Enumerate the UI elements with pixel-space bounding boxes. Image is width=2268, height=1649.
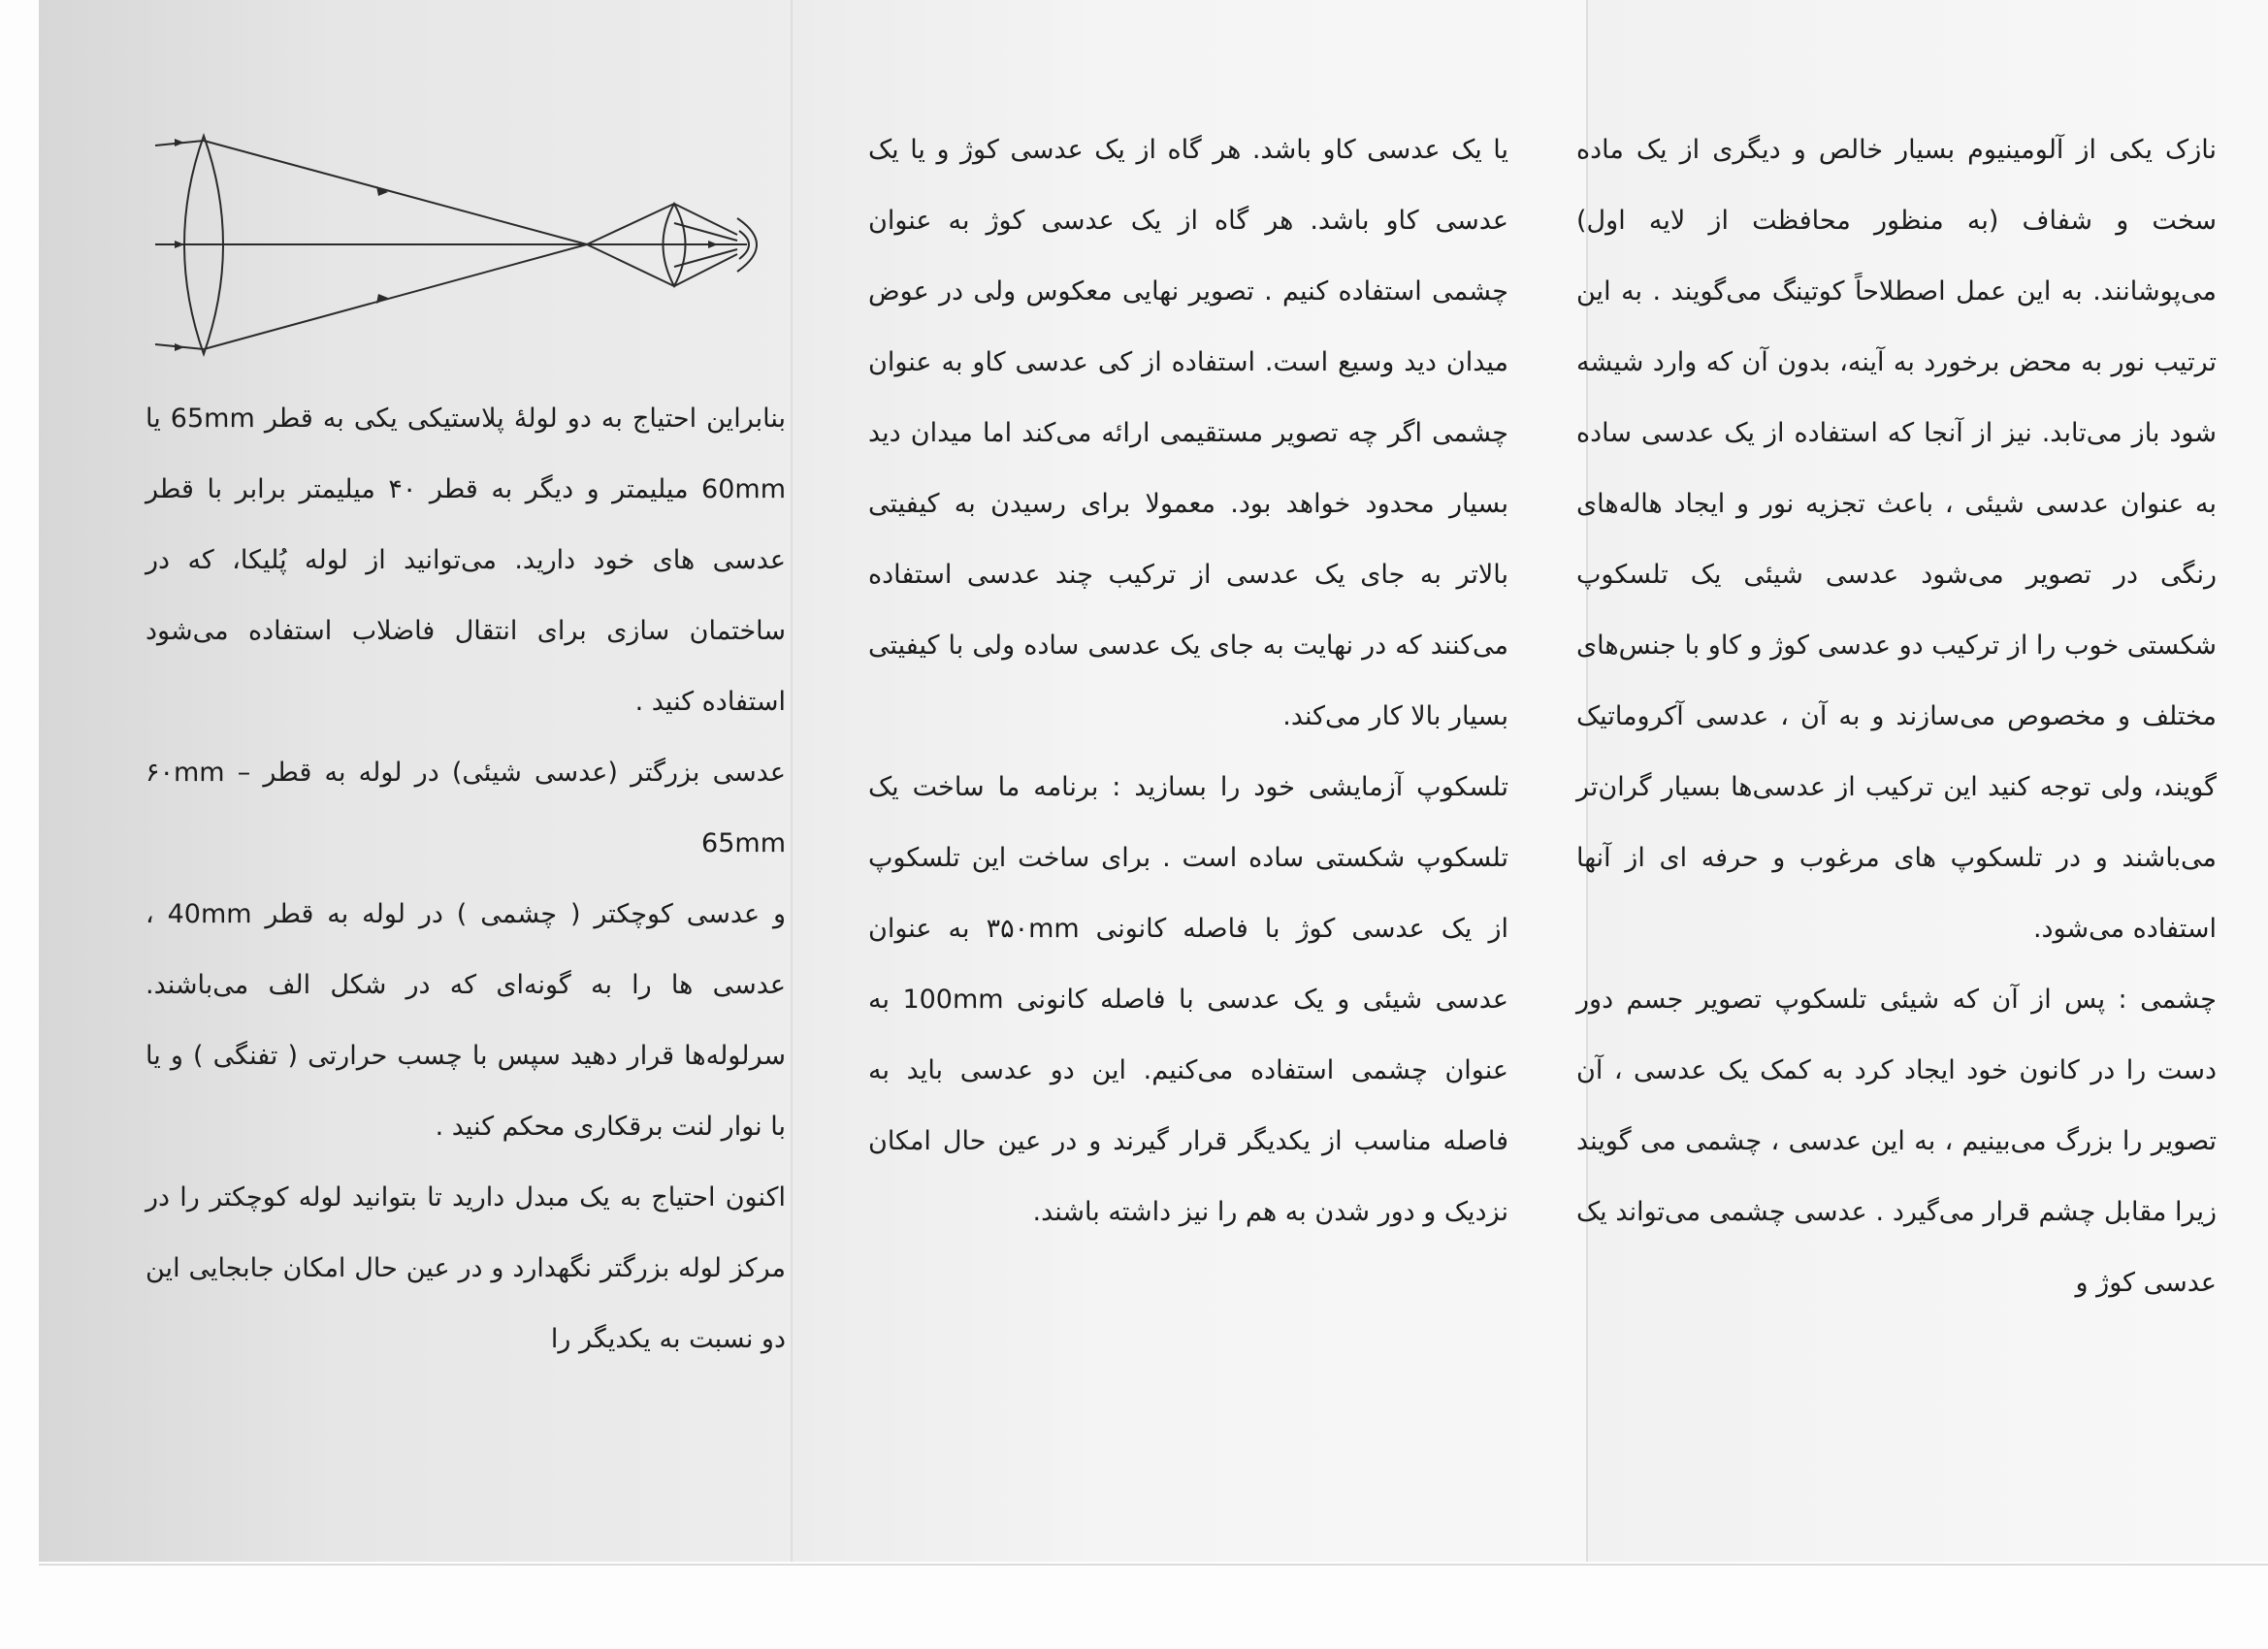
paragraph-adapter: اکنون احتیاج به یک مبدل دارید تا بتوانید لوله کوچکتر را در مرکز لوله بزرگتر نگهدارد و در عین حال امکان جابجایی این دو نسبت به یکدیگر را	[146, 1182, 786, 1354]
middle-column	[868, 114, 1508, 1247]
fold-line-left	[791, 0, 793, 1562]
paragraph-coating: نازک یکی از آلومینیوم بسیار خالص و دیگری از یک ماده سخت و شفاف (به منظور محافظت از لایه اول) می‌پوشانند. به این عمل اصطلاحاً کوتینگ می‌گویند . به این ترتیب نور به محض برخورد به آینه، بدون آن که وارد شیشه شود باز می‌تابد. نیز از آنجا که استفاده از یک عدسی ساده به عنوان عدسی شیئی ، باعث تجزیه نور و ایجاد هاله‌های رنگی در تصویر می‌شود عدسی شیئی یک تلسکوپ شکستی خوب را از ترکیب دو عدسی کوژ و کاو با جنس‌های مختلف و مخصوص می‌سازند و به آن ، عدسی آکروماتیک گویند، ولی توجه کنید این ترکیب از عدسی‌ها بسیار گران‌تر می‌باشند و در تلسکوپ های مرغوب و حرفه ای از آنها استفاده می‌شود.	[1576, 135, 2217, 944]
paragraph-tubes: بنابراین احتیاج به دو لولهٔ پلاستیکی یکی به قطر 65mm یا 60mm میلیمتر و دیگر به قطر ۴۰ میلیمتر برابر با قطر عدسی های خود دارید. می‌توانید از لوله پُلیکا، که در ساختمان سازی برای انتقال فاضلاب استفاده می‌شود استفاده کنید .	[146, 404, 786, 717]
paragraph-build-telescope: تلسکوپ آزمایشی خود را بسازید : برنامه ما ساخت یک تلسکوپ شکستی ساده است . برای ساخت این تلسکوپ از یک عدسی کوژ با فاصله کانونی ۳۵۰mm به عنوان عدسی شیئی و یک عدسی با فاصله کانونی 100mm به عنوان چشمی استفاده می‌کنیم. این دو عدسی باید به فاصله مناسب از یکدیگر قرار گیرند و در عین حال امکان نزدیک و دور شدن به هم را نیز داشته باشند.	[868, 772, 1508, 1227]
paragraph-eyepiece-types: یا یک عدسی کاو باشد. هر گاه از یک عدسی کوژ و یا یک عدسی کاو باشد. هر گاه از یک عدسی کوژ به عنوان چشمی استفاده کنیم . تصویر نهایی معکوس ولی در عوض میدان دید وسیع است. استفاده از کی عدسی کاو به عنوان چشمی اگر چه تصویر مستقیمی ارائه می‌کند اما میدان دید بسیار محدود خواهد بود. معمولا برای رسیدن به کیفیتی بالاتر به جای یک عدسی از ترکیب چند عدسی استفاده می‌کنند که در نهایت به جای یک عدسی ساده ولی با کیفیتی بسیار بالا کار می‌کند.	[868, 135, 1508, 731]
right-column	[1576, 114, 2217, 1318]
refracting-telescope-ray-diagram-icon	[146, 126, 786, 364]
paragraph-objective-tube: عدسی بزرگتر (عدسی شیئی) در لوله به قطر ۶۰mm – 65mm	[146, 758, 786, 858]
paragraph-eyepiece-tube: و عدسی کوچکتر ( چشمی ) در لوله به قطر 40mm ، عدسی ها را به گونه‌ای که در شکل الف می‌باشند. سرلوله‌ها قرار دهید سپس با چسب حرارتی ( تفنگی ) و یا با نوار لنت برقکاری محکم کنید .	[146, 899, 787, 1142]
paragraph-eyepiece: چشمی : پس از آن که شیئی تلسکوپ تصویر جسم دور دست را در کانون خود ایجاد کرد به کمک یک عدسی ، آن تصویر را بزرگ می‌بینیم ، به این عدسی ، چشمی می گویند زیرا مقابل چشم قرار می‌گیرد . عدسی چشمی می‌تواند یک عدسی کوژ و	[1576, 985, 2217, 1298]
telescope-ray-diagram	[146, 126, 786, 364]
page-bottom-edge	[39, 1564, 2268, 1566]
left-column	[146, 383, 786, 1374]
